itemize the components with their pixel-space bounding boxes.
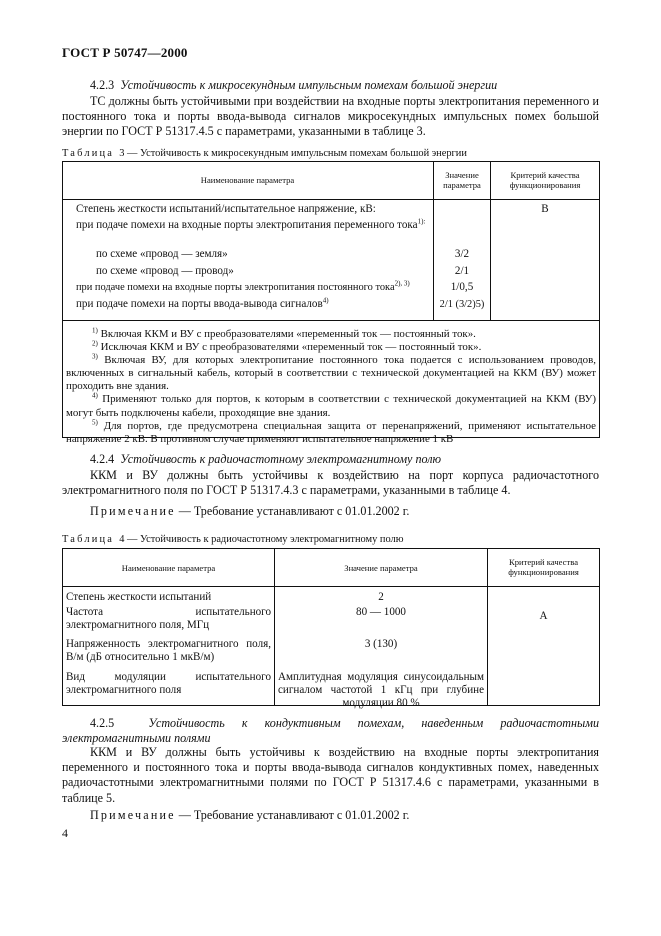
table-4-header-value: Значение параметра	[344, 563, 418, 573]
table-3-row-name: при подаче помехи на входные порты электропитания постоянного тока$^{2), 3)}$	[76, 279, 410, 293]
table-caption-text: 4 — Устойчивость к радиочастотному электромагнитному полю	[119, 534, 404, 545]
section-number: 4.2.5	[90, 716, 115, 730]
footnote: $^{5)}$ Для портов, где предусмотрена специальная защита от перенапряжений, применяют испытательное напряжение 2 кВ. В противном случае применяют испытательное напряжение 1 кВ	[66, 418, 596, 445]
section-title: Устойчивость к радиочастотному электромагнитному полю	[120, 452, 442, 466]
section-4-2-5-heading	[62, 716, 599, 746]
table-3-header-value: Значение параметра	[443, 170, 481, 190]
table-4-criterion: А	[539, 610, 548, 622]
table-4-header-name: Наименование параметра	[121, 563, 216, 573]
table-3-row-name: по схеме «провод — провод»	[96, 265, 234, 277]
section-4-2-3-body: ТС должны быть устойчивыми при воздействии на входные порты электропитания переменного и постоянного тока и порты ввода-вывода сигналов микросекундных импульсных помех большой энергии по ГОСТ Р 51317.4.5 с параметрами, указанными в таблице 3.	[62, 94, 599, 139]
table-label: Таблица	[62, 148, 115, 159]
section-4-2-3-heading	[90, 78, 497, 93]
section-4-2-4-body: ККМ и ВУ должны быть устойчивы к воздействию на порт корпуса радиочастотного электромагнитного поля по ГОСТ Р 51317.4.3 с параметрами, указанными в таблице 4.	[62, 468, 599, 498]
table-caption-text: 3 — Устойчивость к микросекундным импульсным помехам большой энергии	[119, 148, 467, 159]
note-label: Примечание	[90, 504, 176, 518]
table-4-row-name: Частота испытательного электромагнитного поля, МГц	[66, 606, 271, 632]
table-3-row-name: при подаче помехи на входные порты электропитания переменного тока$^{1):}$	[76, 217, 426, 231]
table-4-row-name: Степень жесткости испытаний	[66, 591, 212, 603]
table-3-header-criterion: Критерий качества функционирования	[509, 170, 581, 190]
section-4-2-5-body: ККМ и ВУ должны быть устойчивы к воздействию на входные порты электропитания переменного и постоянного тока и порты ввода-вывода сигналов кондуктивных помех, наведенных радиочастотными электромагнитными полями по ГОСТ Р 51317.4.6 с параметрами, указанными в таблице 5.	[62, 745, 599, 805]
page-number: 4	[62, 826, 68, 840]
table-4-row-value: 2	[378, 591, 384, 603]
table-3-criterion: В	[541, 203, 549, 215]
table-3-caption	[62, 148, 467, 159]
table-3-row-value: 1/0,5	[450, 281, 474, 293]
footnote: $^{2)}$ Исключая ККМ и ВУ с преобразователями «переменный ток — постоянный ток».	[92, 339, 482, 354]
section-number: 4.2.4	[90, 452, 115, 466]
table-3-row-name: по схеме «провод — земля»	[96, 248, 228, 260]
section-4-2-4-heading	[90, 452, 441, 467]
table-3-header-name: Наименование параметра	[200, 175, 295, 185]
table-3-row-value: 2/1 (3/2)5)	[439, 299, 485, 310]
table-4-caption	[62, 534, 403, 545]
section-4-2-5-note	[90, 808, 409, 823]
table-4-row-value: 3 (130)	[364, 638, 398, 650]
table-3-footnotes	[66, 328, 596, 446]
section-4-2-4-note	[90, 504, 409, 519]
note-text: — Требование устанавливают с 01.01.2002 г.	[178, 808, 410, 822]
table-4-row-name: Напряженность электромагнитного поля, В/м (дБ относительно 1 мкВ/м)	[66, 638, 271, 664]
note-text: — Требование устанавливают с 01.01.2002 г.	[178, 504, 410, 518]
table-4-header-criterion: Критерий качества функционирования	[508, 557, 579, 577]
table-4-row-name: Вид модуляции испытательного электромагнитного поля	[66, 671, 271, 697]
document-code: ГОСТ Р 50747—2000	[62, 45, 188, 60]
note-label: Примечание	[90, 808, 176, 822]
table-3-row-name: при подаче помехи на порты ввода-вывода сигналов$^{4)}$	[76, 296, 329, 310]
section-number: 4.2.3	[90, 78, 115, 92]
footnote: $^{3)}$ Включая ВУ, для которых электропитание постоянного тока подается с использованием проводов, включенных в сигнальный кабель, который в соответствии с технической документацией на ККМ (ВУ) может проходить вне здания.	[66, 352, 596, 393]
table-3-row-value: 2/1	[454, 265, 470, 277]
table-label: Таблица	[62, 534, 115, 545]
table-4-row-value: 80 — 1000	[356, 606, 406, 618]
footnote: $^{1)}$ Включая ККМ и ВУ с преобразователями «переменный ток — постоянный ток».	[92, 326, 476, 340]
footnote: $^{4)}$ Применяют только для портов, к которым в соответствии с технической документацией на ККМ (ВУ) могут быть подключены кабели, проходящие вне здания.	[66, 391, 596, 419]
table-3-row-value: 3/2	[454, 248, 470, 260]
section-title: Устойчивость к кондуктивным помехам, наведенным радиочастотными электромагнитными полями	[62, 716, 599, 746]
table-4-row-value: Амплитудная модуляция синусоидальным сигналом частотой 1 кГц при глубине модуляции 80 %	[278, 671, 484, 710]
section-title: Устойчивость к микросекундным импульсным помехам большой энергии	[120, 78, 498, 92]
table-3-row-name: Степень жесткости испытаний/испытательное напряжение, кВ:	[76, 203, 376, 215]
